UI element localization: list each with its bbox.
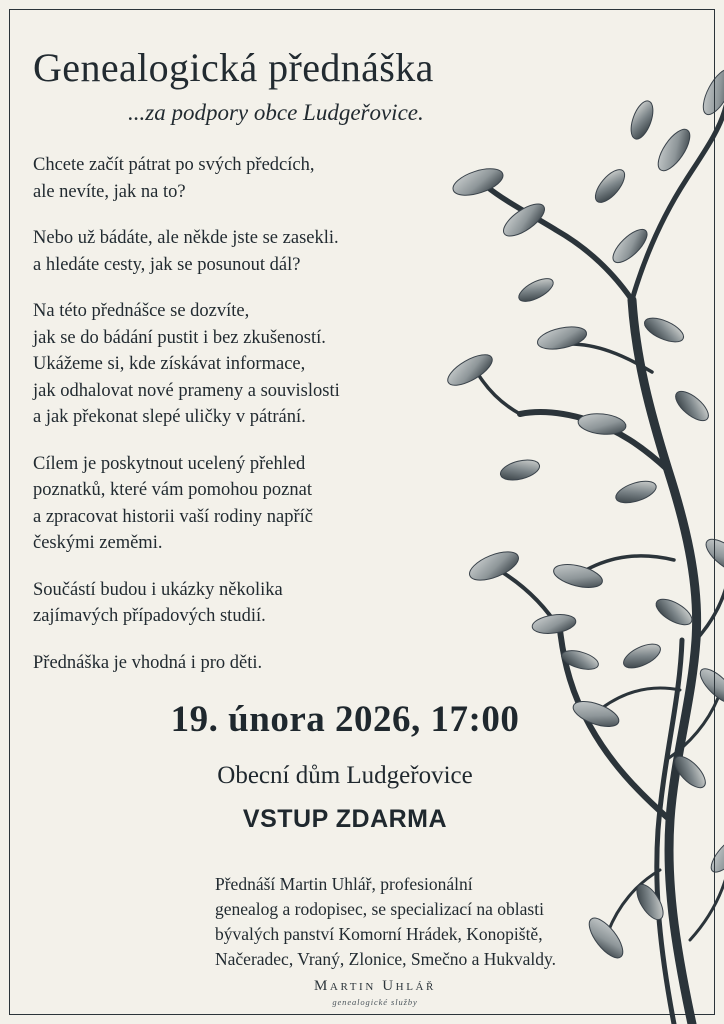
text-line: Cílem je poskytnout ucelený přehled — [33, 453, 306, 474]
text-line: ale nevíte, jak na to? — [33, 181, 186, 202]
text-line: jak odhalovat nové prameny a souvislosti — [33, 380, 340, 401]
text-line: Chcete začít pátrat po svých předcích, — [33, 155, 315, 175]
text-line: Přednáška je vhodná i pro děti. — [33, 652, 263, 673]
signature-logo — [245, 978, 505, 1007]
signature-tagline: genealogické služby — [332, 997, 418, 1007]
text-line: a jak překonat slepé uličky v pátrání. — [33, 407, 306, 427]
text-line: genealog a rodopisec, se specializací na oblasti — [215, 899, 544, 919]
text-line: Ukážeme si, kde získávat informace, — [33, 354, 306, 374]
text-line: Na této přednášce se dozvíte, — [33, 301, 250, 321]
paragraph-4 — [33, 451, 463, 557]
paragraph-3 — [33, 298, 463, 431]
paragraph-2 — [33, 225, 463, 278]
paragraph-5 — [33, 577, 463, 630]
text-line: a hledáte cesty, jak se posunout dál? — [33, 254, 301, 275]
event-date: 19. února 2026, 17:00 — [170, 699, 520, 740]
text-line: českými zeměmi. — [33, 533, 163, 553]
text-line: bývalých panství Komorní Hrádek, Konopiště, — [215, 924, 543, 944]
body-text — [33, 152, 463, 676]
text-line: poznatků, které vám pomohou poznat — [33, 480, 312, 500]
text-line: Nebo už bádáte, ale někde jste se zasekli. — [33, 228, 339, 248]
paragraph-6 — [33, 650, 463, 677]
text-line: Součástí budou i ukázky několika — [33, 579, 283, 600]
page-title: Genealogická přednáška — [33, 45, 434, 90]
text-line: jak se do bádání pustit i bez zkušeností. — [33, 327, 326, 348]
text-line: Načeradec, Vraný, Zlonice, Smečno a Hukvaldy. — [215, 949, 557, 969]
event-venue: Obecní dům Ludgeřovice — [217, 762, 473, 789]
paragraph-1 — [33, 152, 463, 205]
text-line: zajímavých případových studií. — [33, 606, 266, 626]
admission-notice: VSTUP ZDARMA — [242, 805, 448, 833]
text-line: a zpracovat historii vaší rodiny napříč — [33, 506, 313, 527]
text-line: Přednáší Martin Uhlář, profesionální — [215, 874, 473, 894]
page-subtitle: ...za podpory obce Ludgeřovice. — [128, 100, 424, 125]
lecturer-info — [215, 872, 685, 972]
signature-name: Martin Uhlář — [313, 978, 436, 994]
